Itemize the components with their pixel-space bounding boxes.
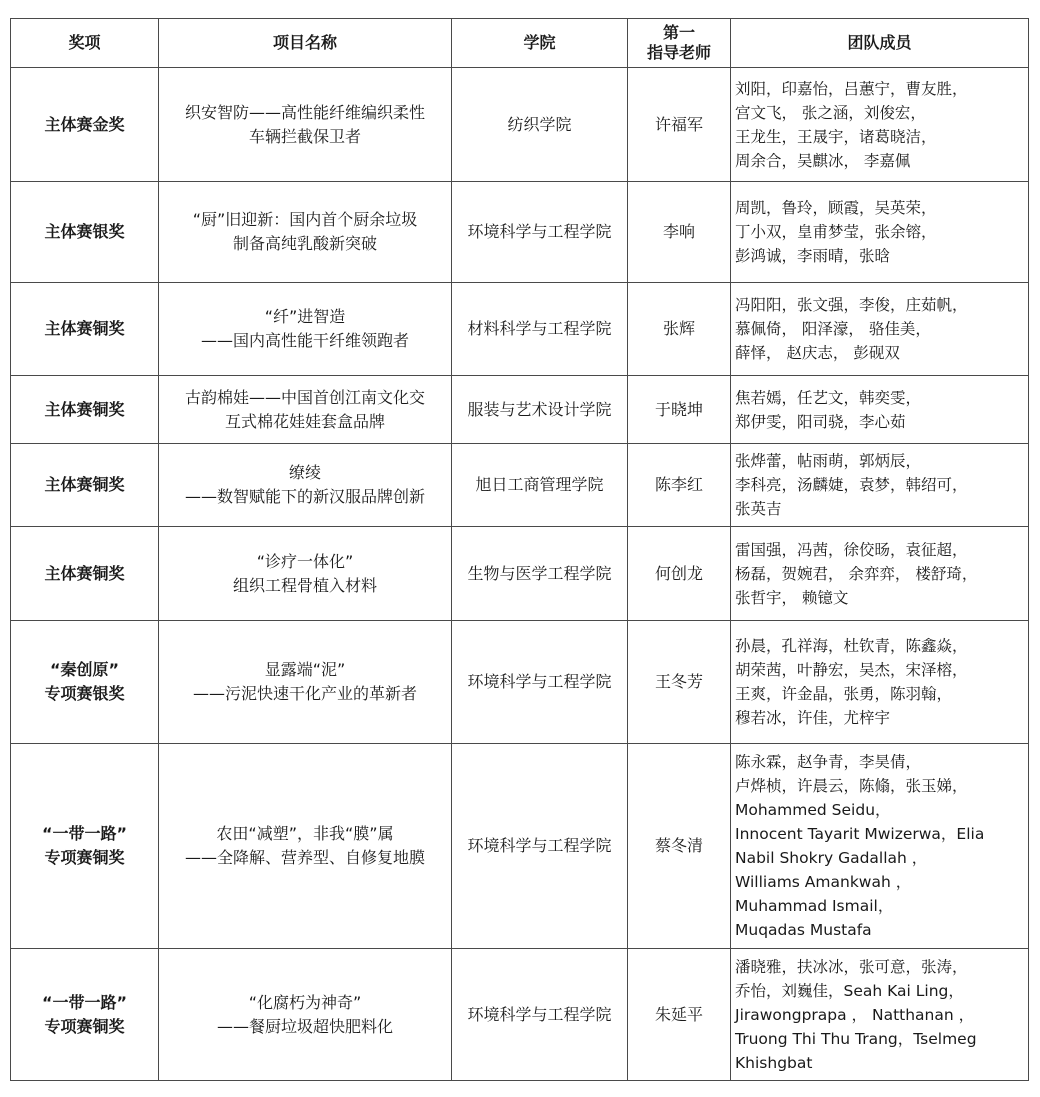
header-teacher-line1: 第一 <box>662 23 695 42</box>
project-name-cell <box>159 182 452 283</box>
table-row <box>11 68 1029 182</box>
project-name-line: ——全降解、营养型、自修复地膜 <box>184 848 425 867</box>
project-name-line: ——餐厨垃圾超快肥料化 <box>216 1016 393 1036</box>
project-name-line: 制备高纯乳酸新突破 <box>232 234 377 253</box>
college-cell: 环境科学与工程学院 <box>452 182 628 283</box>
project-name-cell <box>159 283 452 376</box>
award-line: “秦创原” <box>49 660 120 679</box>
table-row <box>11 949 1029 1081</box>
table-body <box>11 68 1029 1081</box>
team-member-line: 张哲宇， 赖镱文 <box>735 588 849 607</box>
project-name-cell <box>159 527 452 621</box>
team-member-line: 雷国强，冯茜，徐佼旸，袁征超， <box>735 540 968 559</box>
team-member-line: 焦若嫣，任艺文，韩奕雯， <box>735 388 922 407</box>
team-member-line: 慕佩倚， 阳泽濠， 骆佳美， <box>735 320 931 338</box>
award-line: 主体赛铜奖 <box>44 319 125 338</box>
award-cell <box>11 182 159 283</box>
team-member-line: 王龙生，王晟宇，诸葛晓洁， <box>735 127 937 146</box>
project-name-cell <box>159 444 452 527</box>
project-name-line: 组织工程骨植入材料 <box>232 575 377 595</box>
team-members-cell <box>731 283 1029 376</box>
award-cell <box>11 444 159 527</box>
college-cell: 生物与医学工程学院 <box>452 527 628 621</box>
table-row <box>11 376 1029 444</box>
team-member-line: 乔怡，刘巍佳，Seah Kai Ling， <box>735 981 964 1000</box>
project-name-line: ——国内高性能干纤维领跑者 <box>200 331 409 350</box>
team-member-line: 陈永霖，赵争青，李昊倩， <box>735 753 922 771</box>
award-cell <box>11 744 159 949</box>
team-member-line: 王爽，许金晶，张勇，陈羽翰， <box>735 685 953 703</box>
project-name-line: 缭绫 <box>288 463 321 482</box>
college-cell: 纺织学院 <box>452 68 628 182</box>
award-line: 主体赛铜奖 <box>44 563 125 583</box>
team-member-line: 卢烨桢，许晨云，陈翛，张玉娣， <box>735 777 968 795</box>
teacher-cell: 陈李红 <box>628 444 731 527</box>
table-row <box>11 283 1029 376</box>
project-name-line: 古韵棉娃——中国首创江南文化交 <box>184 387 425 407</box>
team-member-line: Mohammed Seidu， <box>735 801 891 819</box>
award-line: 主体赛铜奖 <box>44 399 125 419</box>
header-teacher <box>628 19 731 68</box>
award-line: 专项赛铜奖 <box>44 848 125 867</box>
header-award: 奖项 <box>11 19 159 68</box>
header-row <box>11 19 1029 68</box>
project-name-cell <box>159 744 452 949</box>
team-member-line: 张烨蕾，帖雨萌，郭炳辰， <box>735 452 922 470</box>
team-member-line: Innocent Tayarit Mwizerwa，Elia <box>735 825 985 843</box>
teacher-cell: 于晓坤 <box>628 376 731 444</box>
team-member-line: 穆若冰，许佳，尤梓宇 <box>735 709 891 727</box>
team-member-line: 丁小双，皇甫梦莹，张余镕， <box>735 223 937 241</box>
project-name-cell <box>159 621 452 744</box>
award-line: 专项赛铜奖 <box>44 1016 125 1036</box>
project-name-line: “化腐朽为神奇” <box>248 992 362 1012</box>
team-member-line: 薛怿， 赵庆志， 彭砚双 <box>735 344 900 362</box>
table-row <box>11 444 1029 527</box>
team-member-line: Nabil Shokry Gadallah ， <box>735 849 928 867</box>
table-row <box>11 621 1029 744</box>
award-line: 主体赛银奖 <box>44 222 125 241</box>
project-name-line: “厨”旧迎新：国内首个厨余垃圾 <box>192 210 418 229</box>
project-name-cell <box>159 949 452 1081</box>
award-table <box>10 18 1029 1081</box>
team-member-line: Williams Amankwah ， <box>735 873 912 891</box>
college-cell: 旭日工商管理学院 <box>452 444 628 527</box>
team-member-line: 杨磊，贺婉君， 余弈弈， 楼舒琦， <box>735 564 978 583</box>
teacher-cell: 张辉 <box>628 283 731 376</box>
project-name-line: 织安智防——高性能纤维编织柔性 <box>184 102 425 122</box>
project-name-line: “纤”进智造 <box>264 307 346 326</box>
team-member-line: 胡荣茜，叶静宏，吴杰，宋泽榕， <box>735 661 968 679</box>
teacher-cell: 朱延平 <box>628 949 731 1081</box>
college-cell: 环境科学与工程学院 <box>452 621 628 744</box>
team-member-line: 孙晨，孔祥海，杜钦青，陈鑫焱， <box>735 637 968 655</box>
award-line: 专项赛银奖 <box>44 684 125 703</box>
college-cell: 服装与艺术设计学院 <box>452 376 628 444</box>
team-member-line: 冯阳阳，张文强，李俊，庄茹帆， <box>735 296 968 314</box>
team-members-cell <box>731 527 1029 621</box>
team-members-cell <box>731 376 1029 444</box>
team-member-line: Muhammad Ismail， <box>735 897 894 915</box>
team-members-cell <box>731 621 1029 744</box>
award-line: 主体赛金奖 <box>44 114 125 134</box>
team-member-line: 刘阳，印嘉怡，吕蕙宁，曹友胜， <box>735 79 968 98</box>
project-name-line: 互式棉花娃娃套盒品牌 <box>224 411 385 431</box>
award-line: 主体赛铜奖 <box>44 475 125 494</box>
college-cell: 环境科学与工程学院 <box>452 949 628 1081</box>
table-row <box>11 527 1029 621</box>
project-name-line: ——污泥快速干化产业的革新者 <box>192 684 417 703</box>
team-member-line: Muqadas Mustafa <box>735 921 872 939</box>
teacher-cell: 何创龙 <box>628 527 731 621</box>
team-members-cell <box>731 744 1029 949</box>
team-member-line: 宫文飞， 张之涵，刘俊宏， <box>735 103 926 122</box>
team-members-cell <box>731 444 1029 527</box>
team-member-line: Khishgbat <box>735 1053 813 1072</box>
project-name-cell <box>159 376 452 444</box>
team-members-cell <box>731 68 1029 182</box>
header-project: 项目名称 <box>159 19 452 68</box>
college-cell: 材料科学与工程学院 <box>452 283 628 376</box>
project-name-line: 车辆拦截保卫者 <box>248 126 361 146</box>
team-member-line: 周凯，鲁玲，顾霞，吴英荣， <box>735 199 937 217</box>
project-name-line: ——数智赋能下的新汉服品牌创新 <box>184 487 425 506</box>
project-name-line: “诊疗一体化” <box>256 551 354 571</box>
team-member-line: Jirawongprapa ， Natthanan ， <box>735 1005 975 1024</box>
team-member-line: 郑伊雯，阳司骁，李心茹 <box>735 412 906 431</box>
award-line: “一带一路” <box>41 992 128 1012</box>
header-members: 团队成员 <box>731 19 1029 68</box>
project-name-cell <box>159 68 452 182</box>
award-cell <box>11 68 159 182</box>
team-member-line: 潘晓雅，扶冰冰，张可意，张涛， <box>735 957 968 976</box>
teacher-cell: 李响 <box>628 182 731 283</box>
teacher-cell: 蔡冬清 <box>628 744 731 949</box>
award-cell <box>11 621 159 744</box>
team-members-cell <box>731 949 1029 1081</box>
table-row <box>11 182 1029 283</box>
team-members-cell <box>731 182 1029 283</box>
project-name-line: 显露端“泥” <box>264 660 346 679</box>
project-name-line: 农田“减塑”，非我“膜”属 <box>216 824 394 843</box>
team-member-line: 李科亮，汤麟婕，袁梦，韩绍可， <box>735 476 968 494</box>
team-member-line: Truong Thi Thu Trang，Tselmeg <box>735 1029 977 1048</box>
award-cell <box>11 949 159 1081</box>
award-cell <box>11 527 159 621</box>
award-cell <box>11 283 159 376</box>
teacher-cell: 许福军 <box>628 68 731 182</box>
award-line: “一带一路” <box>41 824 128 843</box>
team-member-line: 张英吉 <box>735 500 782 518</box>
table-row <box>11 744 1029 949</box>
team-member-line: 周余合，吴麒冰， 李嘉佩 <box>735 151 911 170</box>
team-member-line: 彭鸿诚，李雨晴，张晗 <box>735 247 891 265</box>
teacher-cell: 王冬芳 <box>628 621 731 744</box>
college-cell: 环境科学与工程学院 <box>452 744 628 949</box>
header-college: 学院 <box>452 19 628 68</box>
header-teacher-line2: 指导老师 <box>646 43 711 62</box>
award-cell <box>11 376 159 444</box>
